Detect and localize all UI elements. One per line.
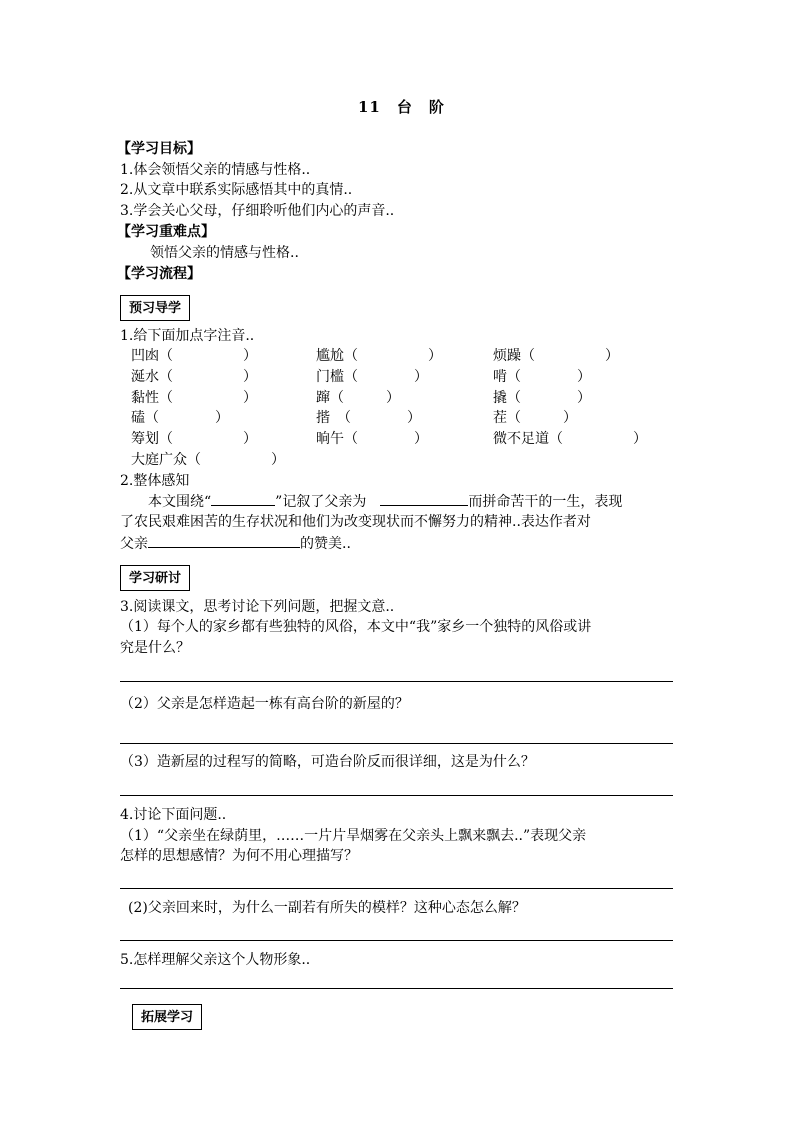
pinyin-word: 大庭广众（ ） (131, 452, 285, 468)
objective-item: 3.学会关心父母，仔细聆听他们内心的声音.. (120, 203, 395, 219)
fill-blank[interactable] (211, 491, 275, 506)
pinyin-word: 凹凼（ ） (131, 348, 257, 364)
study-question-3: 3.阅读课文，思考讨论下列问题，把握文意.. (120, 599, 395, 615)
summary-line-1 (148, 491, 622, 512)
question-3-1: （1）每个人的家乡都有些独特的风俗，本文中“我”家乡一个独特的风俗或讲 (120, 619, 592, 635)
process-heading: 【学习流程】 (117, 266, 201, 282)
preview-question-1: 1.给下面加点字注音.. (120, 328, 255, 344)
answer-line[interactable] (120, 795, 673, 796)
fill-blank[interactable] (148, 533, 300, 548)
keypoints-heading: 【学习重难点】 (117, 224, 215, 240)
study-box-label: 学习研讨 (120, 565, 190, 591)
extend-box-label: 拓展学习 (132, 1004, 202, 1030)
pinyin-word: 黏性（ ） (131, 390, 257, 406)
preview-question-2: 2.整体感知 (120, 473, 190, 489)
pinyin-word: 微不足道（ ） (493, 431, 647, 447)
answer-line[interactable] (120, 988, 673, 989)
preview-box-label: 预习导学 (120, 295, 190, 321)
keypoints-text: 领悟父亲的情感与性格.. (150, 245, 299, 261)
summary-text: 本文围绕“ (148, 494, 212, 510)
answer-line[interactable] (120, 940, 673, 941)
objective-item: 1.体会领悟父亲的情感与性格.. (120, 162, 311, 178)
objective-item: 2.从文章中联系实际感悟其中的真情.. (120, 182, 353, 198)
study-question-5: 5.怎样理解父亲这个人物形象.. (120, 952, 311, 968)
question-4-2: (2)父亲回来时，为什么一副若有所失的模样？这种心态怎么解？ (128, 900, 526, 916)
pinyin-word: 门槛（ ） (316, 369, 428, 385)
answer-line[interactable] (120, 888, 673, 889)
question-3-3: （3）造新屋的过程写的简略，可造台阶反而很详细，这是为什么？ (120, 754, 535, 770)
pinyin-word: 晌午（ ） (316, 431, 428, 447)
pinyin-word: 烦躁（ ） (493, 348, 619, 364)
summary-line-2: 了农民艰难困苦的生存状况和他们为改变现状而不懈努力的精神..表达作者对 (120, 514, 591, 530)
pinyin-word: 揩 （ ） (316, 410, 421, 426)
objectives-heading: 【学习目标】 (117, 141, 201, 157)
pinyin-word: 撬（ ） (493, 390, 591, 406)
pinyin-word: 啃（ ） (493, 369, 591, 385)
pinyin-word: 尴尬（ ） (316, 348, 442, 364)
question-3-2: （2）父亲是怎样造起一栋有高台阶的新屋的？ (120, 696, 409, 712)
summary-line-3 (120, 533, 351, 554)
question-4-1: （1）“父亲坐在绿荫里，……一片片旱烟雾在父亲头上飘来飘去..”表现父亲 (120, 828, 587, 844)
study-question-4: 4.讨论下面问题.. (120, 807, 227, 823)
pinyin-word: 涎水（ ） (131, 369, 257, 385)
pinyin-word: 茬（ ） (493, 410, 577, 426)
summary-text: 而拼命苦干的一生，表现 (468, 494, 623, 510)
pinyin-word: 筹划（ ） (131, 431, 257, 447)
fill-blank[interactable] (380, 491, 468, 506)
summary-text: 父亲 (120, 536, 148, 552)
summary-text: ”记叙了父亲为 (275, 494, 367, 510)
pinyin-word: 磕（ ） (131, 410, 229, 426)
answer-line[interactable] (120, 743, 673, 744)
question-3-1-cont: 究是什么？ (120, 640, 190, 656)
page-title: 11 台 阶 (358, 98, 445, 116)
answer-line[interactable] (120, 681, 673, 682)
question-4-1-cont: 怎样的思想感情？为何不用心理描写？ (120, 848, 358, 864)
pinyin-word: 蹿（ ） (316, 390, 400, 406)
summary-text: 的赞美.. (300, 536, 351, 552)
